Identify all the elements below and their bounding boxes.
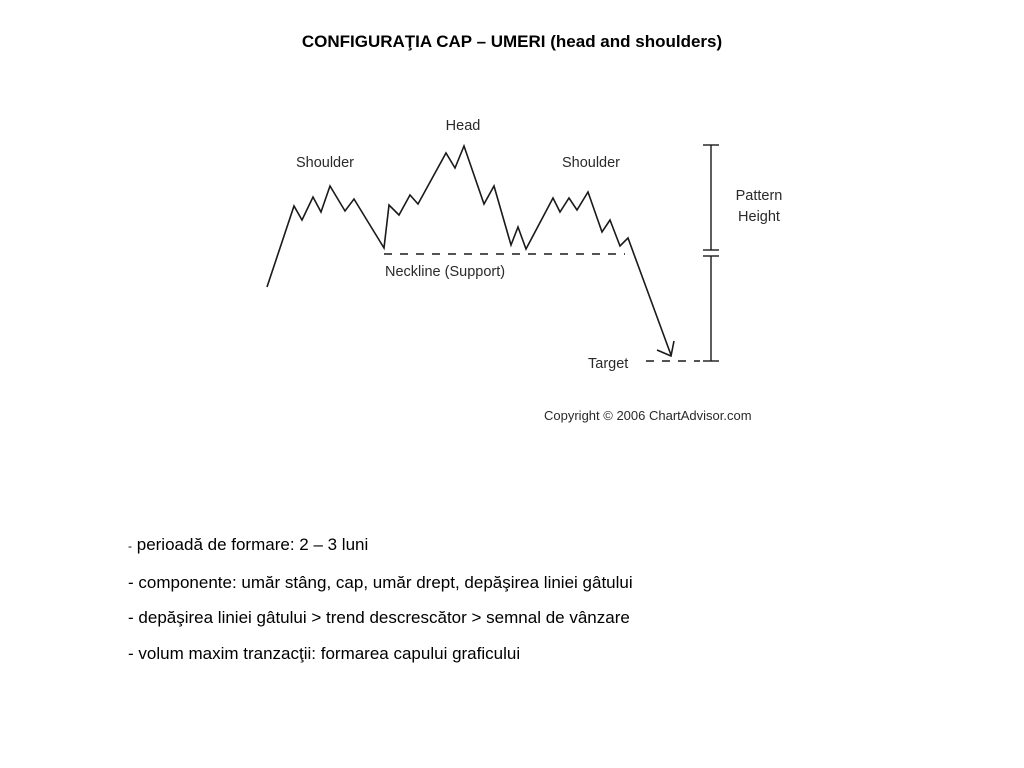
bullet-item — [128, 600, 928, 636]
slide-title: CONFIGURAŢIA CAP – UMERI (head and shoulders) — [301, 32, 723, 51]
bullet-dash: - — [128, 608, 134, 627]
bullet-text: depăşirea liniei gâtului > trend descrescător > semnal de vânzare — [138, 608, 630, 627]
target-arrow-head — [657, 341, 674, 356]
bullet-list — [128, 527, 928, 671]
neckline-label: Neckline (Support) — [385, 264, 506, 280]
bullet-text: volum maxim tranzacţii: formarea capului graficului — [138, 643, 521, 663]
left-shoulder-label: Shoulder — [295, 155, 355, 171]
bullet-item — [128, 527, 928, 565]
copyright-label: Copyright © 2006 ChartAdvisor.com — [544, 408, 752, 423]
bullet-text: perioadă de formare: 2 – 3 luni — [136, 535, 369, 554]
bullet-dash: - — [128, 539, 132, 553]
price-line — [267, 146, 671, 355]
pattern-height-label-line1: Pattern — [735, 188, 783, 204]
bullet-text: componente: umăr stâng, cap, umăr drept, depăşirea liniei gâtului — [138, 572, 633, 592]
right-shoulder-label: Shoulder — [561, 155, 621, 171]
head-label: Head — [445, 118, 481, 134]
bullet-dash: - — [128, 643, 134, 663]
target-label: Target — [588, 356, 629, 372]
pattern-height-label-line2: Height — [738, 209, 780, 225]
bullet-dash: - — [128, 572, 134, 592]
bullet-item — [128, 565, 928, 601]
bullet-item — [128, 636, 928, 672]
